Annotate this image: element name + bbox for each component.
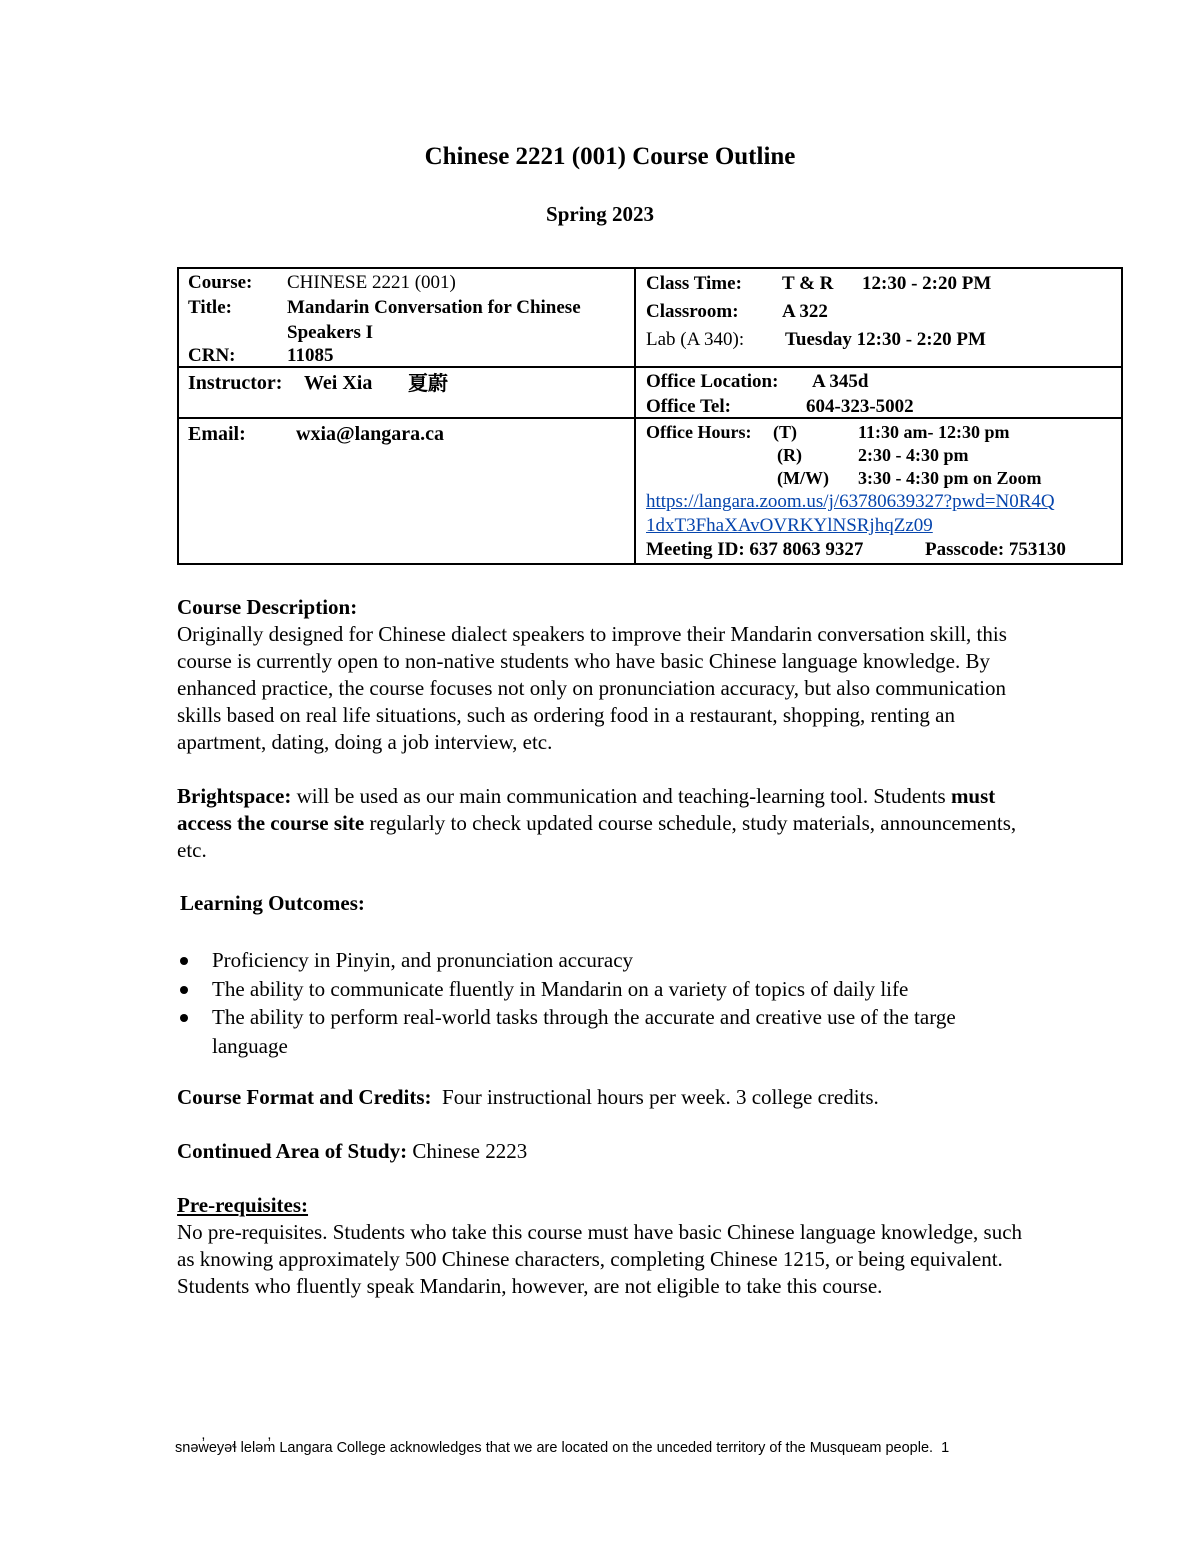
schedule-cell <box>646 270 1116 354</box>
learning-outcomes-list <box>177 946 1057 1060</box>
footer-text: snəw̓eyəɬ leləm̓ Langara College acknowledges that we are located on the unceded territory of the Musqueam people. <box>175 1440 934 1456</box>
prerequisites-heading: Pre-requisites: <box>177 1193 309 1217</box>
crn-label: CRN: <box>188 345 236 366</box>
brightspace-emphasis: must access the course site <box>177 784 996 835</box>
instructor-chinese-name: 夏蔚 <box>408 371 448 395</box>
classroom-value: A 322 <box>782 301 828 322</box>
bullet-icon <box>180 957 188 965</box>
course-info-table <box>177 267 1123 565</box>
brightspace-text: will be used as our main communication and teaching-learning tool. Students <box>291 784 951 808</box>
list-item-text: The ability to perform real-world tasks through the accurate and creative use of the targe language <box>212 1005 956 1058</box>
office-location-value: A 345d <box>812 371 869 392</box>
office-cell <box>646 369 1116 419</box>
office-hours-time: 3:30 - 4:30 pm on Zoom <box>858 468 1042 488</box>
course-value: CHINESE 2221 (001) <box>287 272 456 293</box>
list-item <box>177 975 1057 1004</box>
continued-study-paragraph <box>177 1138 1077 1165</box>
zoom-link-line1[interactable]: https://langara.zoom.us/j/63780639327?pwd=N0R4Q <box>646 491 1055 512</box>
office-hours-cell <box>646 421 1118 562</box>
meeting-id: Meeting ID: 637 8063 9327 <box>646 539 864 560</box>
format-credits-paragraph <box>177 1084 1077 1111</box>
class-time-value: 12:30 - 2:20 PM <box>862 273 992 294</box>
instructor-name: Wei Xia <box>304 372 373 394</box>
class-time-label: Class Time: <box>646 273 742 294</box>
format-credits-label: Course Format and Credits: <box>177 1085 432 1109</box>
course-description-text: Originally designed for Chinese dialect speakers to improve their Mandarin conversation skill, this course is currently open to non-native students who have basic Chinese language knowledge. By enhanced practice, the course focuses not only on pronunciation accuracy, but also communication skills based on real life situations, such as ordering food in a restaurant, shopping, renting an apartment, dating, doing a job interview, etc. <box>177 622 1007 754</box>
list-item-text: The ability to communicate fluently in Mandarin on a variety of topics of daily life <box>212 976 909 1001</box>
office-hours-day: (R) <box>777 445 802 465</box>
land-acknowledgement-footer <box>175 1440 949 1456</box>
class-time-days: T & R <box>782 273 834 294</box>
brightspace-text-end: regularly to check updated course schedule, study materials, announcements, etc. <box>177 811 1017 862</box>
title-value-line1: Mandarin Conversation for Chinese <box>287 297 581 318</box>
title-label: Title: <box>188 297 232 318</box>
list-item <box>177 1003 1012 1060</box>
office-tel-value: 604-323-5002 <box>806 396 914 417</box>
email-value[interactable]: wxia@langara.ca <box>296 423 445 445</box>
page-number: 1 <box>941 1440 950 1456</box>
course-description-heading: Course Description: <box>177 595 358 619</box>
office-hours-day: (M/W) <box>777 468 829 488</box>
office-tel-label: Office Tel: <box>646 396 731 417</box>
list-item <box>177 946 1057 975</box>
instructor-label: Instructor: <box>188 372 283 394</box>
lab-label: Lab (A 340): <box>646 329 745 350</box>
title-value-line2: Speakers I <box>287 322 374 343</box>
prerequisites-section <box>177 1192 1077 1300</box>
email-label: Email: <box>188 423 246 445</box>
lab-value: Tuesday 12:30 - 2:20 PM <box>785 329 986 350</box>
brightspace-paragraph <box>177 783 1027 864</box>
bullet-icon <box>180 1014 188 1022</box>
classroom-label: Classroom: <box>646 301 739 322</box>
course-label: Course: <box>188 272 253 293</box>
passcode: Passcode: 753130 <box>925 539 1066 560</box>
page-title: Chinese 2221 (001) Course Outline <box>424 143 796 170</box>
continued-study-text: Chinese 2223 <box>407 1139 528 1163</box>
course-details-cell <box>188 270 628 368</box>
office-hours-time: 11:30 am- 12:30 pm <box>858 422 1010 442</box>
format-credits-text: Four instructional hours per week. 3 college credits. <box>431 1085 879 1109</box>
instructor-cell <box>188 371 628 396</box>
learning-outcomes-heading: Learning Outcomes: <box>180 891 365 915</box>
office-hours-day: (T) <box>773 422 797 442</box>
office-location-label: Office Location: <box>646 371 779 392</box>
office-hours-time: 2:30 - 4:30 pm <box>858 445 969 465</box>
continued-study-label: Continued Area of Study: <box>177 1139 408 1163</box>
prerequisites-text: No pre-requisites. Students who take this course must have basic Chinese language knowledge, such as knowing approximately 500 Chinese characters, completing Chinese 1215, or being equivalent. Students who fluently speak Mandarin, however, are not eligible to take this course. <box>177 1220 1023 1298</box>
zoom-link-line2[interactable]: 1dxT3FhaXAvOVRKYlNSRjhqZz09 <box>646 515 933 536</box>
list-item-text: Proficiency in Pinyin, and pronunciation accuracy <box>212 948 634 972</box>
brightspace-label: Brightspace: <box>177 784 292 808</box>
course-description-section <box>177 594 1077 756</box>
email-cell <box>188 422 628 447</box>
crn-value: 11085 <box>287 345 334 366</box>
bullet-icon <box>180 986 188 994</box>
term-subtitle: Spring 2023 <box>546 202 654 226</box>
office-hours-label: Office Hours: <box>646 422 752 442</box>
